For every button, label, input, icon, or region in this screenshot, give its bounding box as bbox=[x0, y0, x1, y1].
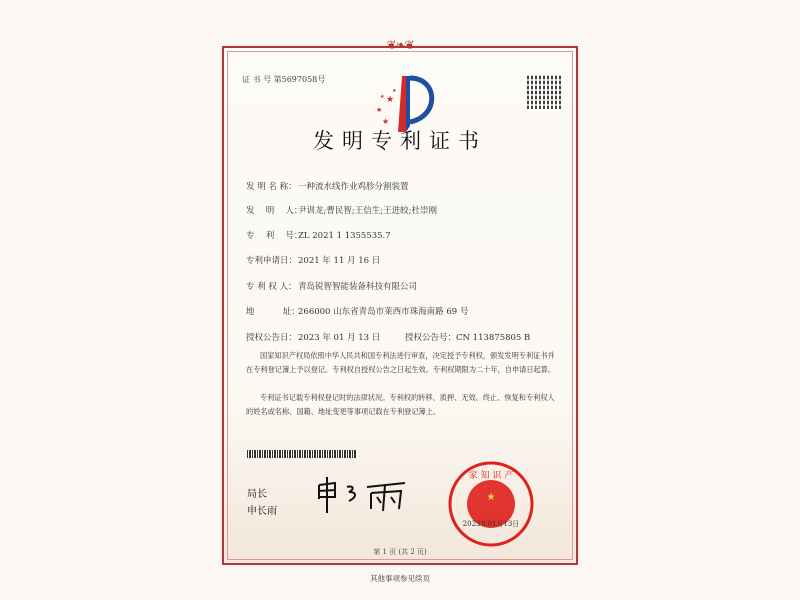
barcode bbox=[247, 450, 357, 458]
footer-note: 其他事项参见续页 bbox=[370, 574, 430, 583]
svg-text:★: ★ bbox=[380, 94, 385, 100]
field-grant-date bbox=[246, 331, 380, 343]
field-label: 地 址： bbox=[246, 307, 300, 317]
certificate-title: 发明专利证书 bbox=[313, 129, 487, 153]
signatory-name: 申长雨 bbox=[247, 506, 277, 517]
signatory-title: 局长 bbox=[247, 489, 267, 500]
field-label: 发 明 名 称： bbox=[246, 182, 297, 192]
handwritten-signature bbox=[315, 475, 410, 515]
field-label: 发 明 人： bbox=[246, 206, 303, 216]
field-label: 授权公告号： bbox=[405, 333, 457, 343]
paragraph-grant: 国家知识产权局依照中华人民共和国专利法进行审查，决定授予专利权，颁发发明专利证书并在专利登记簿上予以登记。专利权自授权公告之日起生效。专利权期限为二十年，自申请日起算。 bbox=[246, 351, 556, 374]
field-filing-date bbox=[246, 254, 380, 266]
field-value: 2021 年 11 月 16 日 bbox=[298, 256, 381, 266]
paragraph-legal-status: 专利证书记载专利权登记时的法律状况。专利权的转移、质押、无效、终止、恢复和专利权人的姓名或名称、国籍、地址变更等事项记载在专利登记簿上。 bbox=[246, 393, 555, 416]
field-inventors bbox=[246, 204, 437, 216]
field-label: 专利申请日： bbox=[246, 256, 298, 266]
field-patent-number bbox=[246, 229, 391, 241]
field-announcement-number bbox=[405, 331, 530, 343]
field-value: 2023 年 01 月 13 日 bbox=[298, 333, 381, 343]
field-value: ZL 2021 1 1355535.7 bbox=[298, 231, 391, 241]
qr-code bbox=[527, 75, 561, 109]
page-indicator: 第 1 页 (共 2 页) bbox=[373, 548, 427, 556]
svg-text:★: ★ bbox=[392, 88, 397, 94]
field-value: CN 113875805 B bbox=[456, 333, 531, 343]
field-value: 266000 山东省青岛市莱西市珠海南路 69 号 bbox=[298, 307, 469, 317]
field-value: 青岛锐智智能装备科技有限公司 bbox=[298, 282, 418, 292]
field-invention-name bbox=[246, 180, 409, 192]
svg-text:家 知 识 产: 家 知 识 产 bbox=[468, 471, 514, 481]
top-ornament-icon: ❦❧❦ bbox=[386, 38, 414, 52]
field-value: 尹训龙;曹民智;王信生;王进皎;杜崇刚 bbox=[298, 206, 437, 216]
svg-text:2023年01月13日: 2023年01月13日 bbox=[462, 520, 520, 528]
field-label: 专 利 号： bbox=[246, 231, 303, 241]
official-seal bbox=[447, 460, 535, 548]
field-address bbox=[246, 305, 468, 317]
field-label: 授权公告日： bbox=[246, 333, 298, 343]
svg-text:★: ★ bbox=[376, 106, 383, 114]
svg-text:★: ★ bbox=[486, 492, 496, 503]
svg-text:★: ★ bbox=[382, 117, 390, 126]
field-value: 一种流水线作业鸡胗分割装置 bbox=[298, 182, 409, 192]
certificate-number: 证 书 号 第5697058号 bbox=[242, 75, 326, 84]
svg-text:★: ★ bbox=[386, 95, 395, 105]
field-label: 专 利 权 人： bbox=[246, 282, 297, 292]
field-patentee bbox=[246, 280, 417, 292]
